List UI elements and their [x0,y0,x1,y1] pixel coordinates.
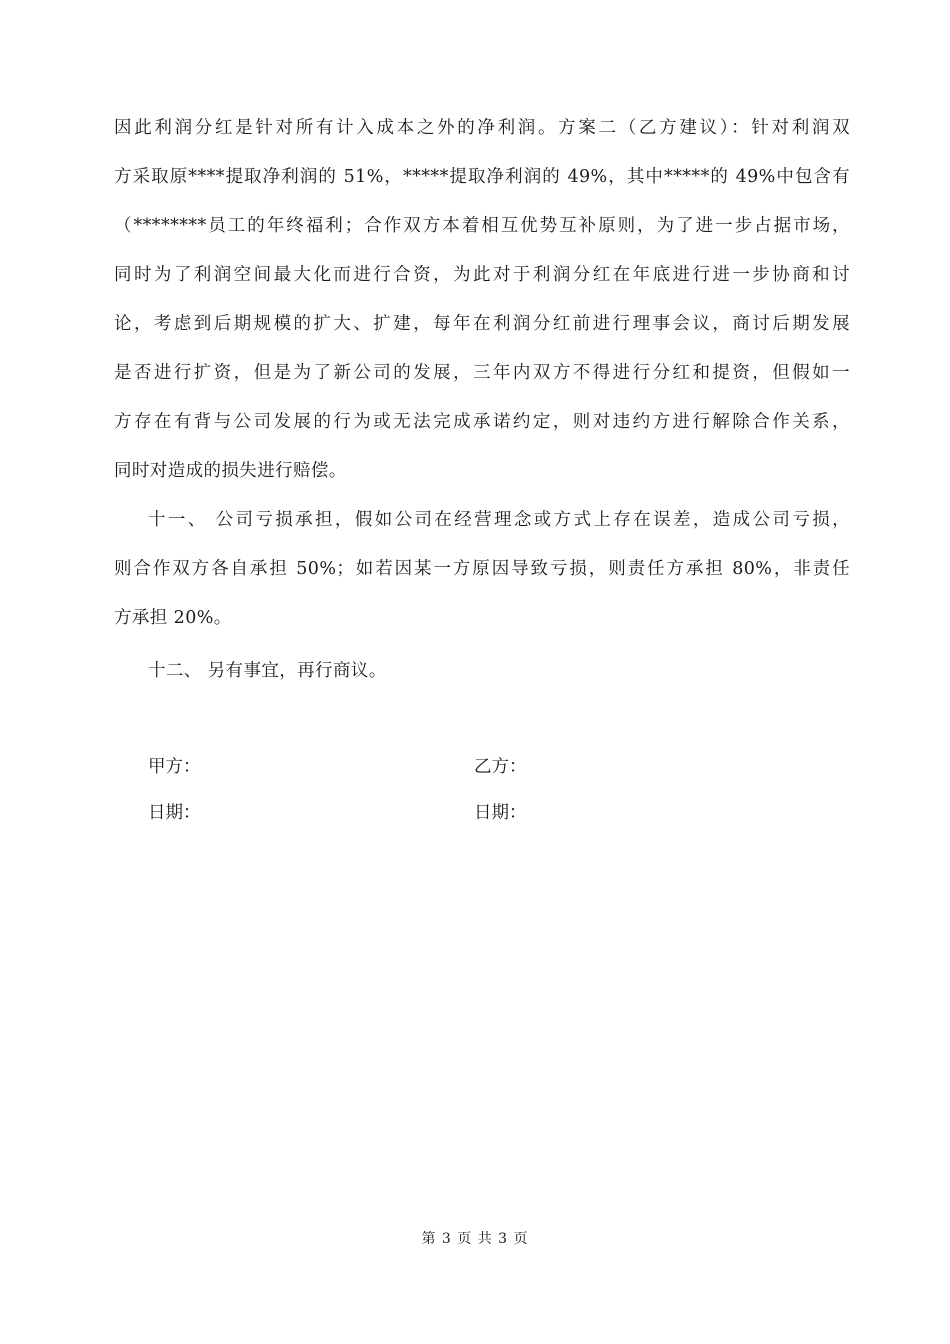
party-b-label: 乙方： [474,757,527,777]
date-a-label: 日期： [148,803,201,823]
text-line: （********员工的年终福利；合作双方本着相互优势互补原则，为了进一步占据市场， [114,216,850,236]
text-line: 十一、 公司亏损承担，假如公司在经营理念或方式上存在误差，造成公司亏损， [148,510,850,530]
text-line: 十二、 另有事宜，再行商议。 [148,661,387,681]
text-line: 方采取原****提取净利润的 51%，*****提取净利润的 49%，其中*****的 49%中包含有 [114,167,850,187]
text-line: 方承担 20%。 [114,608,232,628]
text-line: 是否进行扩资，但是为了新公司的发展，三年内双方不得进行分红和提资，但假如一 [114,363,850,383]
text-line: 则合作双方各自承担 50%；如若因某一方原因导致亏损，则责任方承担 80%，非责任 [114,559,850,579]
page-number: 第 3 页 共 3 页 [421,1231,529,1247]
date-b-label: 日期： [474,803,527,823]
party-a-label: 甲方： [148,757,201,777]
text-line: 方存在有背与公司发展的行为或无法完成承诺约定，则对违约方进行解除合作关系， [114,412,850,432]
text-line: 同时对造成的损失进行赔偿。 [114,461,347,481]
text-line: 论，考虑到后期规模的扩大、扩建，每年在利润分红前进行理事会议，商讨后期发展 [114,314,850,334]
text-line: 因此利润分红是针对所有计入成本之外的净利润。方案二（乙方建议）：针对利润双 [114,118,850,138]
text-line: 同时为了利润空间最大化而进行合资，为此对于利润分红在年底进行进一步协商和讨 [114,265,850,285]
